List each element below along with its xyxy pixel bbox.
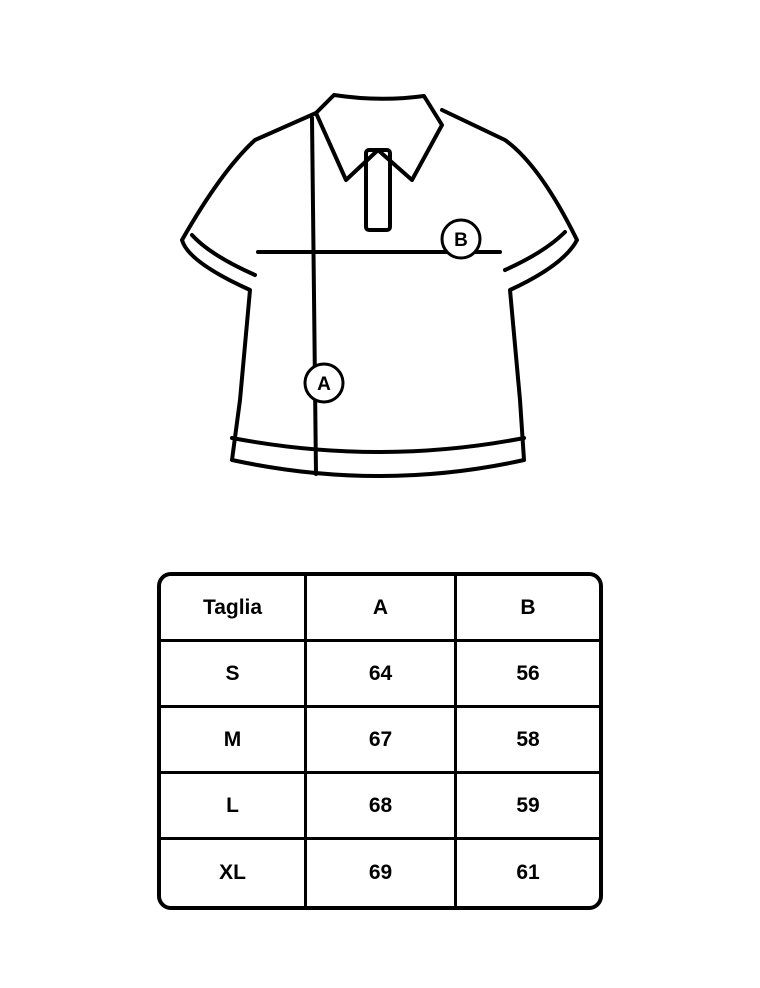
- shirt-body-outline: [182, 110, 577, 476]
- row-m-b: 58: [457, 708, 599, 774]
- marker-a-label: A: [317, 374, 331, 395]
- row-xl-a: 69: [307, 840, 457, 906]
- size-table: [157, 572, 603, 910]
- collar: [316, 95, 442, 180]
- marker-b-label: B: [454, 230, 468, 251]
- row-s-size: S: [161, 642, 307, 708]
- row-l-size: L: [161, 774, 307, 840]
- header-size: Taglia: [161, 576, 307, 642]
- row-l-a: 68: [307, 774, 457, 840]
- row-s-b: 56: [457, 642, 599, 708]
- row-m-a: 67: [307, 708, 457, 774]
- row-s-a: 64: [307, 642, 457, 708]
- hem-band: [232, 438, 524, 452]
- header-b: B: [457, 576, 599, 642]
- row-xl-b: 61: [516, 861, 540, 884]
- row-l-b: 59: [457, 774, 599, 840]
- measurement-line-a: [312, 118, 316, 474]
- row-m-size: M: [161, 708, 307, 774]
- placket: [366, 150, 390, 230]
- header-a: A: [307, 576, 457, 642]
- row-xl-size: XL: [161, 840, 307, 906]
- left-sleeve-cuff: [192, 235, 255, 275]
